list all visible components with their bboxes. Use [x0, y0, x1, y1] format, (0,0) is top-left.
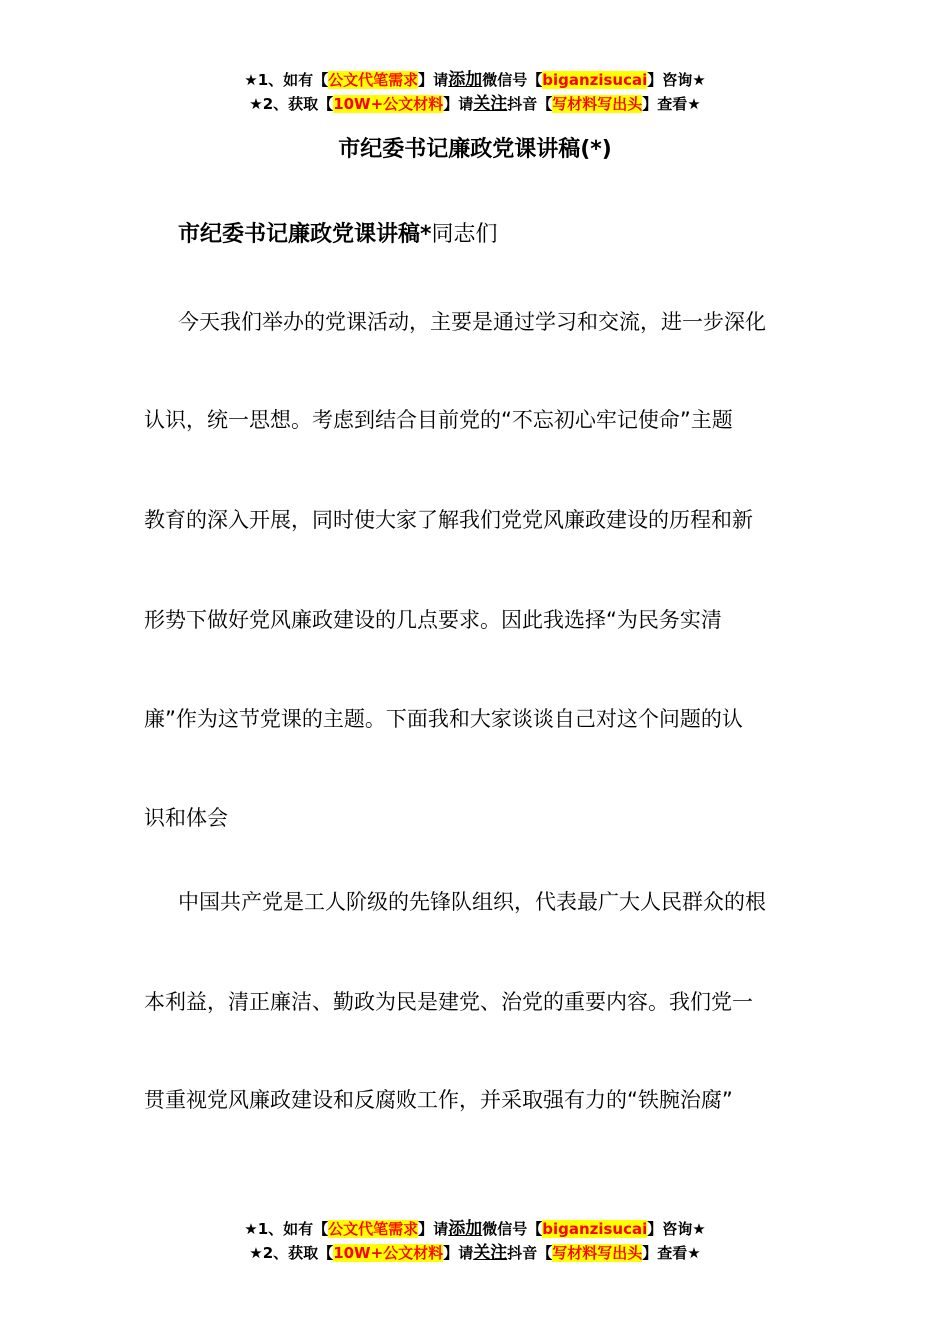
banner-wechat-id: biganzisucai — [542, 1220, 648, 1238]
banner-underline: 关注 — [473, 94, 508, 114]
banner-highlight: 公文代笔需求 — [328, 71, 419, 89]
banner-text: 】请 — [418, 71, 449, 89]
subtitle-rest: 同志们 — [431, 222, 498, 247]
banner-text: 】请 — [443, 1244, 474, 1262]
body-line: 识和体会 — [144, 806, 228, 830]
banner-text: 抖音【 — [507, 95, 553, 113]
banner-text: 微信号【 — [482, 1220, 543, 1238]
banner-text: ★1、如有【 — [244, 71, 329, 89]
body-line: 廉”作为这节党课的主题。下面我和大家谈谈自己对这个问题的认 — [144, 707, 743, 731]
header-banner-line-2 — [0, 92, 950, 116]
banner-wechat-id: biganzisucai — [542, 71, 648, 89]
body-line: 教育的深入开展，同时使大家了解我们党党风廉政建设的历程和新 — [144, 508, 753, 532]
body-line: 中国共产党是工人阶级的先锋队组织，代表最广大人民群众的根 — [178, 890, 766, 914]
header-banner — [0, 68, 950, 116]
banner-text: 微信号【 — [482, 71, 543, 89]
body-line: 形势下做好党风廉政建设的几点要求。因此我选择“为民务实清 — [144, 608, 722, 632]
banner-text: 】请 — [418, 1220, 449, 1238]
banner-text: 抖音【 — [507, 1244, 553, 1262]
body-line: 今天我们举办的党课活动，主要是通过学习和交流，进一步深化 — [178, 310, 766, 334]
banner-douyin-id: 写材料写出头 — [552, 95, 643, 113]
banner-text: 】咨询★ — [647, 71, 706, 89]
banner-underline: 添加 — [448, 70, 483, 90]
document-subtitle — [178, 218, 498, 252]
banner-highlight: 10W+公文材料 — [333, 95, 444, 113]
footer-banner-line-2 — [0, 1241, 950, 1265]
subtitle-bold: 市纪委书记廉政党课讲稿* — [178, 222, 432, 247]
banner-text: 】查看★ — [642, 1244, 701, 1262]
banner-douyin-id: 写材料写出头 — [552, 1244, 643, 1262]
banner-underline: 添加 — [448, 1219, 483, 1239]
banner-underline: 关注 — [473, 1243, 508, 1263]
body-line: 认识，统一思想。考虑到结合目前党的“不忘初心牢记使命”主题 — [144, 408, 733, 432]
banner-highlight: 公文代笔需求 — [328, 1220, 419, 1238]
header-banner-line-1 — [0, 68, 950, 92]
banner-text: 】查看★ — [642, 95, 701, 113]
banner-text: ★2、获取【 — [249, 1244, 334, 1262]
body-line: 贯重视党风廉政建设和反腐败工作，并采取强有力的“铁腕治腐” — [144, 1088, 733, 1112]
banner-highlight: 10W+公文材料 — [333, 1244, 444, 1262]
body-line: 本利益，清正廉洁、勤政为民是建党、治党的重要内容。我们党一 — [144, 990, 753, 1014]
banner-text: ★1、如有【 — [244, 1220, 329, 1238]
banner-text: ★2、获取【 — [249, 95, 334, 113]
footer-banner — [0, 1217, 950, 1265]
banner-text: 】咨询★ — [647, 1220, 706, 1238]
document-title: 市纪委书记廉政党课讲稿(*) — [338, 137, 612, 162]
banner-text: 】请 — [443, 95, 474, 113]
footer-banner-line-1 — [0, 1217, 950, 1241]
